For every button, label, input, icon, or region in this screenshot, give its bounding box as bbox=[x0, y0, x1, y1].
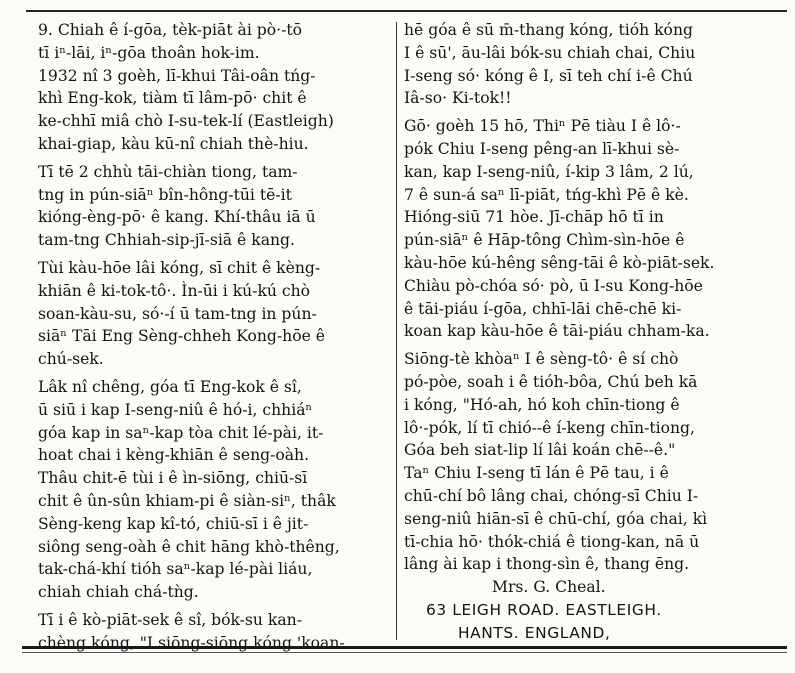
text-line: chū-chí bô lâng chai, chóng-sī Chiu I- bbox=[404, 486, 699, 505]
text-line: lô·-pók, lí tī chió--ê í-keng chīn-tiong, bbox=[404, 418, 695, 437]
text-line: khiān ê ki-tok-tô·. Ìn-ūi i kú-kú chò bbox=[38, 281, 311, 300]
text-line: hē góa ê sū m̄-thang kóng, tióh kóng bbox=[404, 21, 693, 39]
text-line: ê tāi-piáu í-gōa, chhī-lāi chē-chē ki- bbox=[404, 299, 682, 318]
text-line: tam-tng Chhiah-sip-jī-siā ê kang. bbox=[38, 231, 295, 250]
column-divider bbox=[396, 22, 397, 640]
text-line: Gō· goèh 15 hō, Thiⁿ Pē tiàu I ê lô·- bbox=[404, 117, 681, 136]
text-line: I ê sū', āu-lâi bók-su chiah chai, Chiu bbox=[404, 43, 696, 62]
text-line: 7 ê sun-á saⁿ lī-piāt, tńg-khì Pē ê kè. bbox=[404, 185, 689, 204]
text-line: chiah chiah chá-tǹg. bbox=[38, 583, 199, 602]
text-line: Iâ-so· Ki-tok!! bbox=[404, 89, 512, 108]
text-line: chú-sek. bbox=[38, 350, 104, 369]
text-line: Chiàu pò-chóa só· pò, ū I-su Kong-hōe bbox=[404, 276, 703, 295]
text-line: pún-siāⁿ ê Hāp-tông Chìm-sìn-hōe ê bbox=[404, 231, 685, 250]
left-column bbox=[38, 19, 390, 655]
text-line: pó-pòe, soah i ê tióh-bôa, Chú beh kā bbox=[404, 372, 698, 391]
bottom-rule-thin bbox=[22, 652, 787, 653]
text-line: khai-giap, kàu kū-nî chiah thè-hiu. bbox=[38, 134, 309, 153]
text-line: Góa beh siat-lip lí lâi koán chē--ê." bbox=[404, 441, 676, 460]
text-line: soan-kàu-su, só·-í ū tam-tng in pún- bbox=[38, 304, 317, 323]
text-line: chèng kóng, "I siōng-siōng kóng 'koan- bbox=[38, 633, 345, 652]
text-line: ū siū i kap I-seng-niû ê hó-i, chhiáⁿ bbox=[38, 400, 313, 419]
text-line: tī-chia hō· thók-chiá ê tiong-kan, nā ū bbox=[404, 532, 700, 551]
text-line: kàu-hōe kú-hêng sêng-tāi ê kò-piāt-sek. bbox=[404, 253, 715, 272]
text-line: 1932 nî 3 goèh, lī-khui Tâi-oân tńg- bbox=[38, 66, 316, 85]
text-line: siông seng-oàh ê chit hāng khò-thêng, bbox=[38, 537, 340, 556]
text-line: chit ê ûn-sûn khiam-pi ê siàn-siⁿ, thâk bbox=[38, 491, 336, 510]
right-column bbox=[404, 19, 784, 645]
top-rule bbox=[26, 10, 787, 12]
text-line: tak-chá-khí tióh saⁿ-kap lé-pài liáu, bbox=[38, 560, 313, 579]
text-line: kan, kap I-seng-niû, í-kip 3 lâm, 2 lú, bbox=[404, 162, 694, 181]
text-line: I-seng só· kóng ê I, sī teh chí i-ê Chú bbox=[404, 66, 693, 85]
text-line: Siōng-tè khòaⁿ I ê sèng-tô· ê sí chò bbox=[404, 350, 679, 369]
text-line: Tī i ê kò-piāt-sek ê sî, bók-su kan- bbox=[38, 610, 302, 629]
signature-address-line2: HANTS. ENGLAND, bbox=[458, 623, 611, 642]
text-line: góa kap in saⁿ-kap tòa chit lé-pài, it- bbox=[38, 423, 324, 442]
text-line: tng in pún-siāⁿ bîn-hông-tūi tē-it bbox=[38, 185, 292, 204]
bottom-rule bbox=[22, 646, 787, 649]
text-line: Lâk nî chêng, góa tī Eng-kok ê sî, bbox=[38, 377, 302, 396]
text-line: tī iⁿ-lāi, iⁿ-gōa thoân hok-im. bbox=[38, 43, 260, 62]
signature-name: Mrs. G. Cheal. bbox=[492, 578, 606, 597]
text-line: Tùi kàu-hōe lâi kóng, sī chit ê kèng- bbox=[38, 258, 321, 277]
text-line: 9. Chiah ê í-gōa, tèk-piāt ài pò·-tō bbox=[38, 21, 303, 39]
text-line: khì Eng-kok, tiàm tī lâm-pō· chit ê bbox=[38, 89, 307, 108]
text-line: Taⁿ Chiu I-seng tī lán ê Pē tau, i ê bbox=[404, 464, 669, 483]
text-line: Sèng-keng kap kî-tó, chiū-sī i ê jit- bbox=[38, 514, 309, 533]
text-line: koan kap kàu-hōe ê tāi-piáu chham-ka. bbox=[404, 322, 710, 341]
text-line: ke-chhī miâ chò I-su-tek-lí (Eastleigh) bbox=[38, 112, 334, 131]
text-line: lâng ài kap i thong-sìn ê, thang ēng. bbox=[404, 555, 690, 574]
text-line: kióng-èng-pō· ê kang. Khí-thâu iā ū bbox=[38, 208, 316, 227]
text-line: Hióng-siū 71 hòe. Jī-chāp hō tī in bbox=[404, 208, 664, 227]
text-line: Thâu chit-ē tùi i ê ìn-siōng, chiū-sī bbox=[38, 469, 308, 488]
text-line: Tī tē 2 chhù tāi-chiàn tiong, tam- bbox=[38, 162, 298, 181]
text-line: siāⁿ Tāi Eng Sèng-chheh Kong-hōe ê bbox=[38, 327, 326, 346]
text-line: pók Chiu I-seng pêng-an lī-khui sè- bbox=[404, 139, 680, 158]
text-line: seng-niû hiān-sī ê chū-chí, góa chai, kì bbox=[404, 509, 708, 528]
text-line: i kóng, "Hó-ah, hó koh chīn-tiong ê bbox=[404, 395, 680, 414]
text-line: hoat chai i kèng-khiān ê seng-oàh. bbox=[38, 446, 310, 465]
signature-address-line1: 63 LEIGH ROAD. EASTLEIGH. bbox=[426, 600, 662, 619]
